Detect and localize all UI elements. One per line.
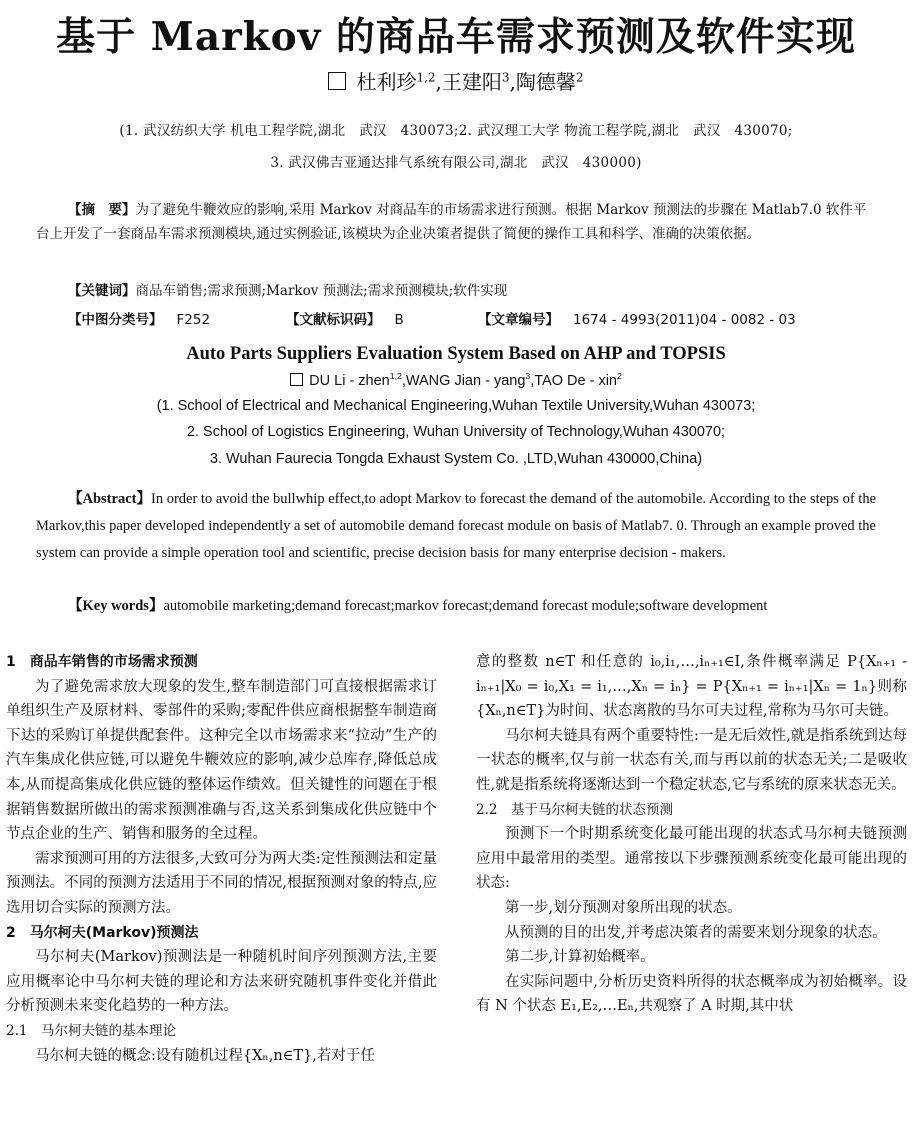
english-author-list [0,371,912,389]
author-1: 杜利珍 [356,70,417,94]
abstract-cn [36,198,876,246]
english-title: Auto Parts Suppliers Evaluation System Based on AHP and TOPSIS [186,344,726,364]
en-affiliation-line-3: 3. Wuhan Faurecia Tongda Exhaust System Co. ,LTD,Wuhan 430000,China) [209,451,703,467]
classification-value: F252 [176,312,211,328]
paragraph: 在实际问题中,分析历史资料所得的状态概率成为初始概率。设有 N 个状态 E₁,E₂,…Eₙ,共观察了 A 时期,其中状 [476,973,907,1015]
abstract-cn-label: 【摘 要】 [68,202,136,218]
keywords-cn-text: 商品车销售;需求预测;Markov 预测法;需求预测模块;软件实现 [135,283,508,299]
author-1-affil: 1,2 [416,70,436,85]
paragraph: 从预测的目的出发,并考虑决策者的需要来划分现象的状态。 [505,924,887,941]
keywords-en [68,593,876,620]
en-author-2-affil: 3 [525,371,531,381]
keywords-en-text: automobile marketing;demand forecast;markov forecast;demand forecast module;software development [163,598,768,614]
author-2: ,王建阳 [435,70,502,94]
abstract-en-label: 【Abstract】 [68,491,151,507]
keywords-en-label: 【Key words】 [68,598,164,614]
en-author-1-affil: 1,2 [389,371,402,381]
en-author-3-affil: 2 [616,371,622,381]
doc-code-value: B [394,312,404,328]
paragraph: 马尔柯夫链的概念:设有随机过程{Xₙ,n∈T},若对于任 [35,1047,375,1064]
paragraph: 马尔柯夫(Markov)预测法是一种随机时间序列预测方法,主要应用概率论中马尔柯夫链的理论和方法来研究随机事件变化并借此分析预测未来变化趋势的一种方法。 [6,949,437,1015]
paragraph: 意的整数 n∈T 和任意的 i₀,i₁,…,iₙ₊₁∈I,条件概率满足 P{Xₙ₊₁ - iₙ₊₁|X₀ = i₀,X₁ = i₁,…,Xₙ = iₙ} = P{Xₙ₊₁ = iₙ₊₁|Xₙ = 1ₙ}则称{Xₙ,n∈T}为时间、状态离散的马尔可夫过程,常称为马尔可夫链。 [476,654,907,720]
abstract-en-text: In order to avoid the bullwhip effect,to adopt Markov to forecast the demand of the automobile. According to the steps of the Markov,this paper developed independently a set of automobile demand forecast module on basis of Matlab7. 0. Through an example proved the system can provide a simple operation tool and scientific, precise decision basis for many enterprise decision - makers. [36,491,877,561]
en-author-2: ,WANG Jian - yang [401,372,526,389]
paper-title: 基于 Markov 的商品车需求预测及软件实现 [56,14,856,60]
en-author-3: ,TAO De - xin [530,372,617,389]
author-3: ,陶德馨 [509,70,576,94]
en-affiliation-line-1: (1. School of Electrical and Mechanical Engineering,Wuhan Textile University,Wuhan 430073; [156,398,756,414]
author-3-affil: 2 [575,70,584,85]
paragraph: 预测下一个时期系统变化最可能出现的状态式马尔柯夫链预测应用中最常用的类型。通常按以下步骤预测系统变化最可能出现的状态: [476,826,907,892]
right-column [476,650,907,1019]
author-2-affil: 3 [501,70,510,85]
author-list [0,66,912,95]
abstract-cn-text: 为了避免牛鞭效应的影响,采用 Markov 对商品车的市场需求进行预测。根据 Markov 预测法的步骤在 Matlab7.0 软件平台上开发了一套商品车需求预测模块,通过实例验证,该模块为企业决策者提供了简便的操作工具和科学、准确的决策依据。 [36,202,867,242]
abstract-en [36,486,876,567]
doc-code-label: 【文献标识码】 [286,312,381,328]
subsection-heading-2-2: 2.2 基于马尔柯夫链的状态预测 [476,801,673,818]
paragraph: 为了避免需求放大现象的发生,整车制造部门可直接根据需求订单组织生产及原材料、零部件的采购;零配件供应商根据整车制造商下达的采购订单提供配套件。这种完全以市场需求来“拉动”生产的汽车集成化供应链,可以避免牛鞭效应的影响,减少总库存,降低总成本,从而提高集成化供应链的整体运作绩效。但关键性的问题在于根据销售数据所做出的需求预测准确与否,这关系到集成化供应链中个节点企业的生产、销售和服务的全过程。 [6,678,437,843]
article-no-value: 1674 - 4993(2011)04 - 0082 - 03 [573,312,796,328]
keywords-cn [68,279,876,303]
paragraph: 第二步,计算初始概率。 [505,949,655,966]
checkbox-square-icon [290,373,303,386]
section-heading-2: 2 马尔柯夫(Markov)预测法 [6,924,199,941]
section-heading-1: 1 商品车销售的市场需求预测 [6,654,198,670]
paragraph: 第一步,划分预测对象所出现的状态。 [505,899,742,916]
en-author-1: DU Li - zhen [309,372,390,389]
affiliation-line-1: (1. 武汉纺织大学 机电工程学院,湖北 武汉 430073;2. 武汉理工大学 物流工程学院,湖北 武汉 430070; [119,123,793,139]
keywords-cn-label: 【关键词】 [68,283,136,299]
paragraph: 马尔柯夫链具有两个重要特性:一是无后效性,就是指系统到达每一状态的概率,仅与前一状态有关,而与再以前的状态无关;二是吸收性,就是指系统将逐渐达到一个稳定状态,它与系统的原来状态无关。 [476,727,907,793]
paragraph: 需求预测可用的方法很多,大致可分为两大类:定性预测法和定量预测法。不同的预测方法适用于不同的情况,根据预测对象的特点,应选用切合实际的预测方法。 [6,850,437,916]
left-column [6,650,437,1068]
subsection-heading-2-1: 2.1 马尔柯夫链的基本理论 [6,1022,176,1039]
affiliation-line-2: 3. 武汉佛吉亚通达排气系统有限公司,湖北 武汉 430000) [270,155,642,171]
en-affiliation-line-2: 2. School of Logistics Engineering, Wuhan University of Technology,Wuhan 430070; [186,424,726,440]
classification-label: 【中图分类号】 [68,312,163,328]
article-no-label: 【文章编号】 [478,312,559,328]
checkbox-square-icon [328,72,346,90]
